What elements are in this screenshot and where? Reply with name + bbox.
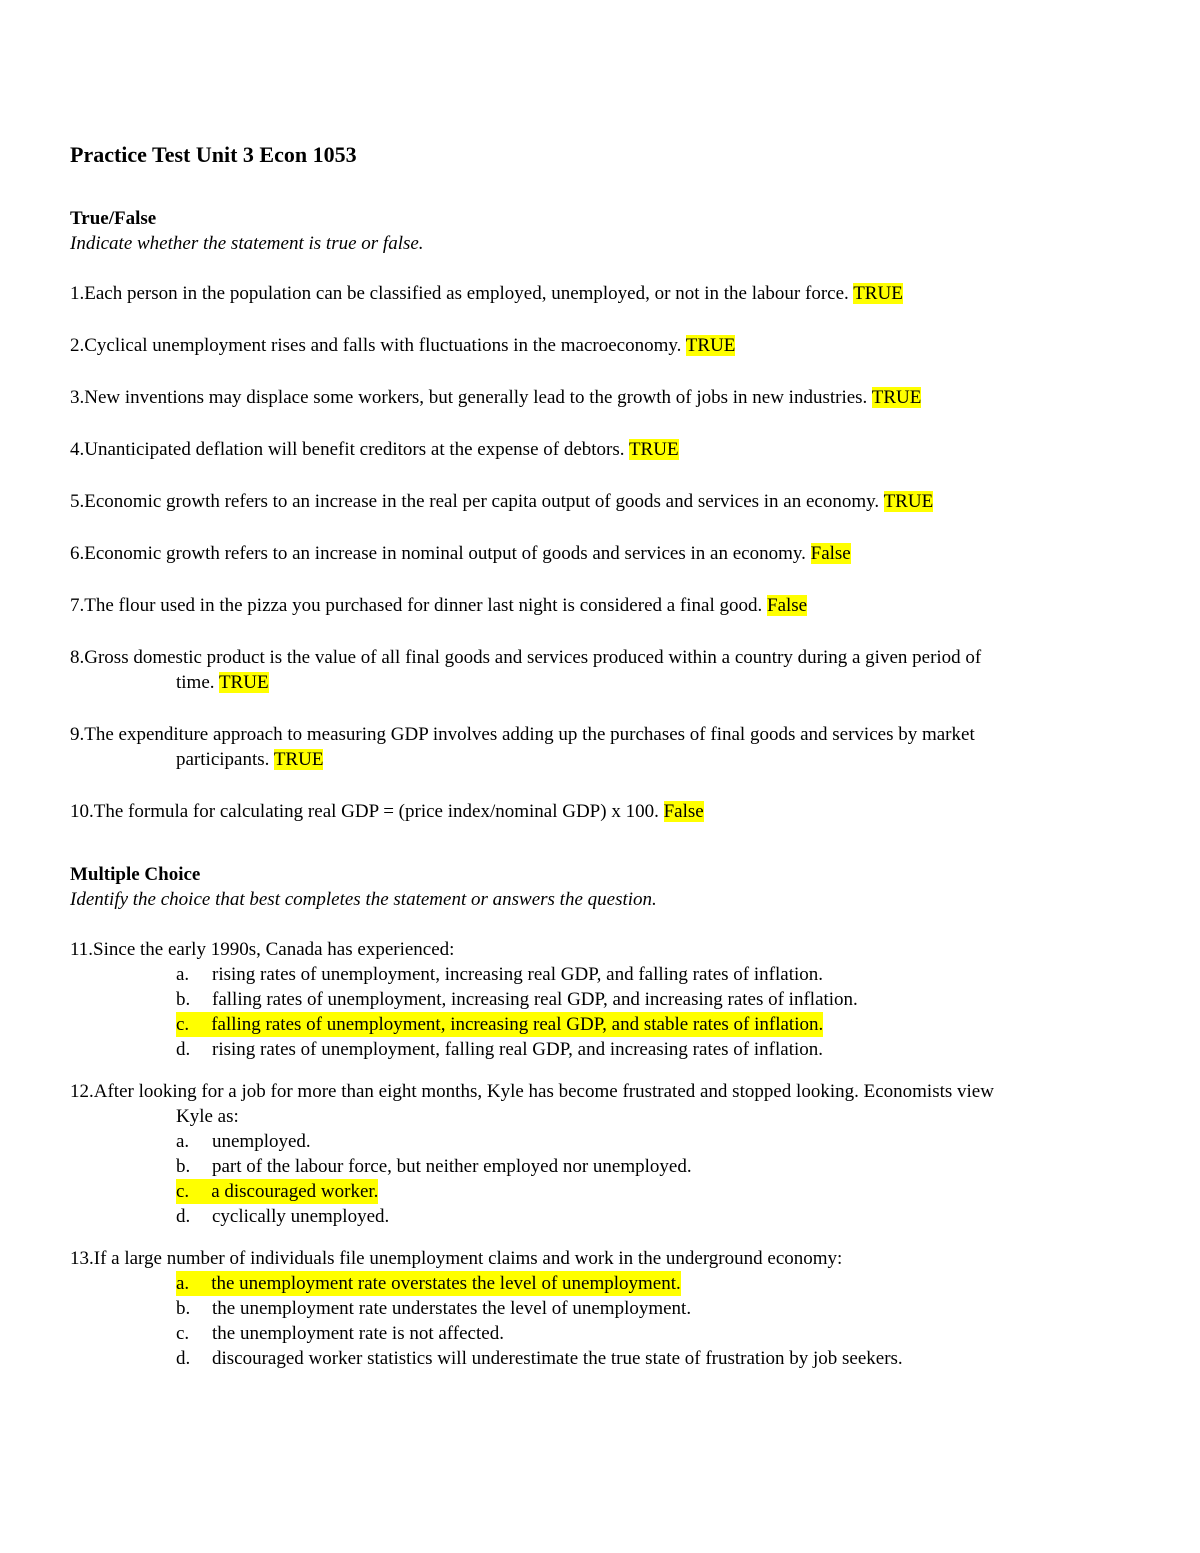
multiple-choice-section <box>70 862 1150 1371</box>
question-stem: If a large number of individuals file unemployment claims and work in the underground economy: <box>93 1248 843 1269</box>
choice-text: a discouraged worker. <box>211 1181 379 1202</box>
choice-text: the unemployment rate is not affected. <box>212 1323 504 1344</box>
question-line <box>70 593 1150 618</box>
question-continuation <box>70 670 1150 695</box>
question-number: 13. <box>70 1248 94 1269</box>
choice-text: the unemployment rate overstates the level of unemployment. <box>211 1273 681 1294</box>
true-false-question <box>70 799 1150 824</box>
true-false-instruction: Indicate whether the statement is true or false. <box>70 233 424 254</box>
question-number: 8. <box>70 647 85 668</box>
choice-letter: c. <box>176 1179 211 1204</box>
true-false-question <box>70 489 1150 514</box>
question-line <box>70 281 1150 306</box>
choice-text: cyclically unemployed. <box>212 1206 390 1227</box>
choice-letter: a. <box>176 1131 190 1152</box>
question-line <box>70 799 1150 824</box>
answer-choice <box>70 1204 1150 1229</box>
true-false-question <box>70 437 1150 462</box>
question-number: 5. <box>70 491 85 512</box>
question-line <box>70 541 1150 566</box>
answer-choice-highlighted <box>70 1271 1150 1296</box>
question-line <box>70 333 1150 358</box>
question-stem-cont: Kyle as: <box>176 1106 239 1127</box>
document-page <box>70 140 1150 1388</box>
true-false-list <box>70 281 1150 824</box>
question-number: 3. <box>70 387 85 408</box>
multiple-choice-question <box>70 1246 1150 1371</box>
question-line <box>70 1079 1150 1104</box>
multiple-choice-question <box>70 937 1150 1062</box>
question-text: Unanticipated deflation will benefit creditors at the expense of debtors. <box>84 439 625 460</box>
true-false-question <box>70 593 1150 618</box>
question-number: 10. <box>70 801 94 822</box>
question-line <box>70 937 1150 962</box>
choice-letter: b. <box>176 989 191 1010</box>
choice-letter: d. <box>176 1348 191 1369</box>
question-line <box>70 437 1150 462</box>
page-title: Practice Test Unit 3 Econ 1053 <box>70 142 357 167</box>
question-text: The flour used in the pizza you purchased for dinner last night is considered a final good. <box>84 595 763 616</box>
question-line <box>70 489 1150 514</box>
question-continuation <box>70 747 1150 772</box>
answer-choice-highlighted <box>70 1179 1150 1204</box>
choice-text: rising rates of unemployment, falling real GDP, and increasing rates of inflation. <box>212 1039 824 1060</box>
answer-choice <box>70 962 1150 987</box>
question-line <box>70 645 1150 670</box>
true-false-question <box>70 333 1150 358</box>
true-false-question <box>70 541 1150 566</box>
question-text: Economic growth refers to an increase in the real per capita output of goods and services in an economy. <box>84 491 880 512</box>
question-text: New inventions may displace some workers, but generally lead to the growth of jobs in new industries. <box>84 387 868 408</box>
true-false-heading: True/False <box>70 208 157 229</box>
question-text-cont: participants. <box>176 749 270 770</box>
question-text: Each person in the population can be classified as employed, unemployed, or not in the labour force. <box>84 283 849 304</box>
question-line <box>70 722 1150 747</box>
choice-letter: c. <box>176 1323 190 1344</box>
question-number: 4. <box>70 439 85 460</box>
answer-choice <box>70 987 1150 1012</box>
question-stem: Since the early 1990s, Canada has experienced: <box>93 939 455 960</box>
question-number: 11. <box>70 939 94 960</box>
answer-choice <box>70 1154 1150 1179</box>
question-text-cont: time. <box>176 672 215 693</box>
choice-letter: d. <box>176 1206 191 1227</box>
question-number: 9. <box>70 724 85 745</box>
answer-highlight: False <box>663 801 704 822</box>
question-number: 7. <box>70 595 85 616</box>
answer-highlight: TRUE <box>273 749 324 770</box>
choice-letter: d. <box>176 1039 191 1060</box>
choice-letter: c. <box>176 1012 211 1037</box>
answer-choice <box>70 1346 1150 1371</box>
choice-text: discouraged worker statistics will underestimate the true state of frustration by job seekers. <box>212 1348 903 1369</box>
choice-letter: a. <box>176 964 190 985</box>
choice-text: falling rates of unemployment, increasing real GDP, and increasing rates of inflation. <box>212 989 858 1010</box>
question-number: 12. <box>70 1081 94 1102</box>
choice-text: falling rates of unemployment, increasing real GDP, and stable rates of inflation. <box>211 1014 824 1035</box>
multiple-choice-heading: Multiple Choice <box>70 864 201 885</box>
multiple-choice-list <box>70 937 1150 1371</box>
answer-highlight: TRUE <box>685 335 736 356</box>
choice-letter: b. <box>176 1298 191 1319</box>
multiple-choice-question <box>70 1079 1150 1229</box>
answer-choice <box>70 1296 1150 1321</box>
question-text: Cyclical unemployment rises and falls with fluctuations in the macroeconomy. <box>84 335 682 356</box>
true-false-question <box>70 281 1150 306</box>
question-text: The expenditure approach to measuring GDP involves adding up the purchases of final goods and services by market <box>84 724 975 745</box>
answer-highlight: TRUE <box>853 283 903 304</box>
answer-choice <box>70 1321 1150 1346</box>
true-false-question <box>70 722 1150 772</box>
question-number: 6. <box>70 543 85 564</box>
question-text: Gross domestic product is the value of all final goods and services produced within a country during a given period of <box>84 647 982 668</box>
answer-choice <box>70 1037 1150 1062</box>
answer-highlight: TRUE <box>883 491 934 512</box>
answer-highlight: False <box>767 595 808 616</box>
answer-highlight: False <box>810 543 851 564</box>
choice-text: rising rates of unemployment, increasing real GDP, and falling rates of inflation. <box>212 964 824 985</box>
question-text: The formula for calculating real GDP = (price index/nominal GDP) x 100. <box>93 801 659 822</box>
answer-highlight: TRUE <box>628 439 679 460</box>
question-stem: After looking for a job for more than eight months, Kyle has become frustrated and stopped looking. Economists view <box>93 1081 994 1102</box>
choice-text: unemployed. <box>212 1131 311 1152</box>
choice-letter: b. <box>176 1156 191 1177</box>
true-false-question <box>70 645 1150 695</box>
choice-text: the unemployment rate understates the level of unemployment. <box>212 1298 692 1319</box>
true-false-section <box>70 206 1150 824</box>
multiple-choice-instruction: Identify the choice that best completes the statement or answers the question. <box>70 889 657 910</box>
answer-highlight: TRUE <box>218 672 269 693</box>
answer-choice <box>70 1129 1150 1154</box>
answer-choice-highlighted <box>70 1012 1150 1037</box>
question-line <box>70 1246 1150 1271</box>
choice-letter: a. <box>176 1271 211 1296</box>
choice-text: part of the labour force, but neither employed nor unemployed. <box>212 1156 692 1177</box>
question-number: 2. <box>70 335 85 356</box>
question-line <box>70 385 1150 410</box>
answer-highlight: TRUE <box>871 387 922 408</box>
question-text: Economic growth refers to an increase in nominal output of goods and services in an economy. <box>84 543 806 564</box>
true-false-question <box>70 385 1150 410</box>
question-number: 1. <box>70 283 85 304</box>
